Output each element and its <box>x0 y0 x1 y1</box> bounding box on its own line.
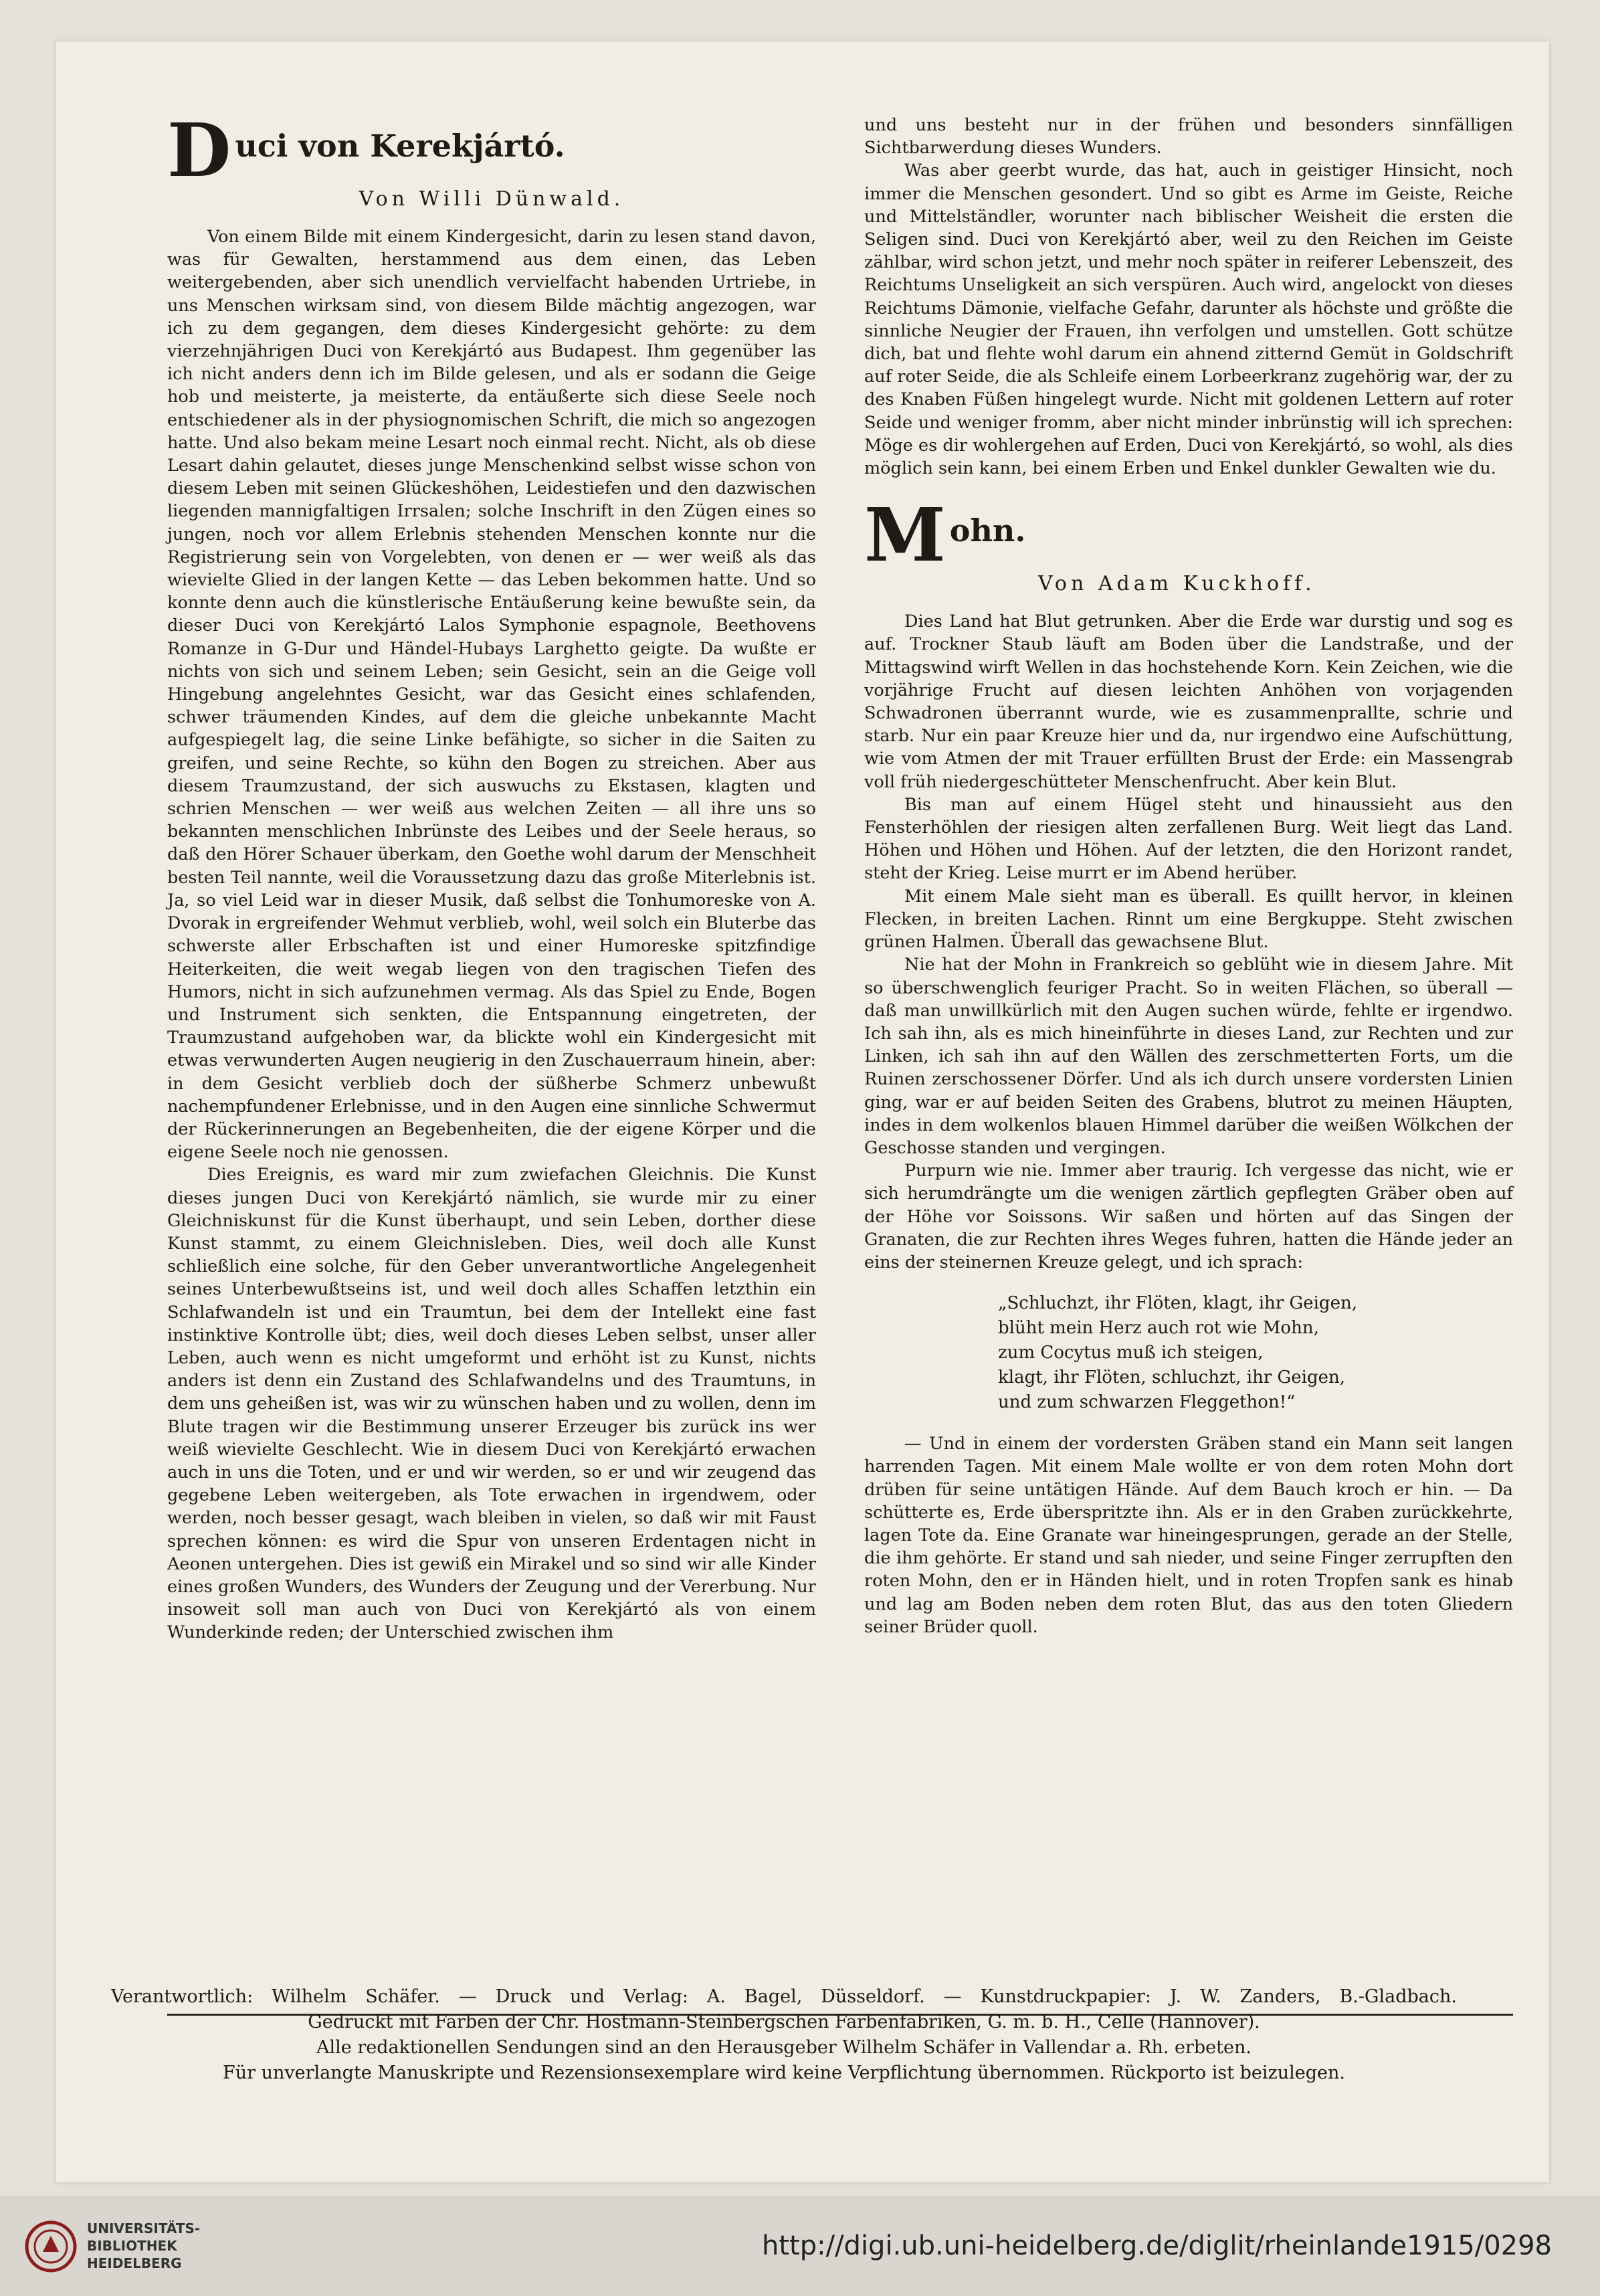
imprint-line: Für unverlangte Manuskripte und Rezensionsexemplare wird keine Verpflichtung übernommen. Rückporto ist beizulegen. <box>223 2063 1345 2083</box>
article-author: Von Adam Kuckhoff. <box>1038 572 1316 596</box>
library-name-line: BIBLIOTHEK <box>87 2238 177 2254</box>
left-column <box>167 107 816 1644</box>
poem-line: zum Cocytus muß ich steigen, <box>998 1343 1264 1363</box>
paragraph: Purpurn wie nie. Immer aber traurig. Ich vergesse das nicht, wie er sich herumdrängte um die wenigen zärtlich gepflegten Gräber oben auf der Höhe vor Soissons. Wir saßen und hörten auf das Singen der Granaten, die zur Rechten ihres Weges fuhren, hatten die Hände jeder an eins der steinernen Kreuze gelegt, und ich sprach: <box>864 1161 1513 1272</box>
poem-line: blüht mein Herz auch rot wie Mohn, <box>998 1318 1319 1339</box>
imprint-footer <box>111 1984 1457 2086</box>
library-name-line: HEIDELBERG <box>87 2255 182 2271</box>
source-url[interactable]: http://digi.ub.uni-heidelberg.de/diglit/rheinlande1915/0298 <box>762 2230 1552 2261</box>
imprint-line: Alle redaktionellen Sendungen sind an den Herausgeber Wilhelm Schäfer in Vallendar a. Rh. erbeten. <box>316 2037 1252 2058</box>
imprint-line: Verantwortlich: Wilhelm Schäfer. — Druck und Verlag: A. Bagel, Düsseldorf. — Kunstdruckpapier: J. W. Zanders, B.-Gladbach. <box>111 1986 1457 2007</box>
article-title: uci von Kerekjártó. <box>235 128 565 164</box>
paragraph: Mit einem Male sieht man es überall. Es quillt hervor, in kleinen Flecken, in breiten Lachen. Rinnt um eine Bergkuppe. Steht zwischen grünen Halmen. Überall das gewachsene Blut. <box>864 886 1513 953</box>
article-author: Von Willi Dünwald. <box>359 187 625 211</box>
paragraph: Bis man auf einem Hügel steht und hinaussieht aus den Fensterhöhlen der riesigen alten zerfallenen Burg. Weit liegt das Land. Höhen und Höhen und Höhen. Auf der letzten, die den Horizont randet, steht der Krieg. Leise murrt er im Abend herüber. <box>864 794 1513 884</box>
paragraph: und uns besteht nur in der frühen und besonders sinnfälligen Sichtbarwerdung dieses Wunders. <box>864 115 1513 159</box>
library-seal-icon <box>24 2220 78 2273</box>
newspaper-page <box>56 41 1549 2182</box>
paragraph: Von einem Bilde mit einem Kindergesicht, darin zu lesen stand davon, was für Gewalten, herstammend aus dem einen, das Leben weitergebenden, aber sich unendlich vervielfacht habenden Urtriebe, in uns Menschen wirksam sind, von diesem Bilde mächtig angezogen, war ich zu dem gegangen, dem dieses Kindergesicht gehörte: zu dem vierzehnjährigen Duci von Kerekjártó aus Budapest. Ihm gegenüber las ich nicht anders denn ich im Bilde gelesen, und als er sodann die Geige hob und meisterte, ja meisterte, da entäußerte sich diese Seele noch entschiedener als in der physiognomischen Schrift, die mich so angezogen hatte. Und also bekam meine Lesart noch einmal recht. Nicht, als ob diese Lesart dahin gelautet, dieses junge Menschenkind selbst wisse schon von diesem Leben mit seinen Glückeshöhen, Leidestiefen und den dazwischen liegenden mannigfaltigen Irrsalen; solche Inschrift in den Zügen eines so jungen, noch vor allem Erlebnis stehenden Menschen konnte nur die Registrierung sein von Vorgelebten, von denen er — wer weiß als das wievielte Glied in der langen Kette — das Leben bekommen hatte. Und so konnte denn auch die künstlerische Entäußerung keine bewußte sein, da dieser Duci von Kerekjártó Lalos Symphonie espagnole, Beethovens Romanze in G-Dur und Händel-Hubays Larghetto geigte. Da wußte er nichts von sich und seinem Leben; sein Gesicht, sein an die Geige voll Hingebung angelehntes Gesicht, war das Gesicht eines schlafenden, schwer träumenden Kindes, auf dem die gleiche unbekannte Macht aufgespiegelt lag, die seine Linke befähigte, so sicher in die Saiten zu greifen, und seine Rechte, so kühn den Bogen zu streichen. Aber aus diesem Traumzustand, der sich auswuchs zu Ekstasen, klagten und schrien Menschen — wer weiß aus welchen Zeiten — all ihre uns so bekannten menschlichen Inbrünste des Leibes und der Seele heraus, so daß den Hörer Schauer überkam, den Goethe wohl darum der Menschheit besten Teil nannte, weil die Voraussetzung dazu das große Miterlebnis ist. Ja, so viel Leid war in dieser Musik, daß selbst die Tonhumoreske von A. Dvorak in ergreifender Wehmut verblieb, wohl, weil solch ein Bluterbe das schwerste aller Erbschaften ist und einer Humoreske spitzfindige Heiterkeiten, die weit wegab liegen von den tragischen Tiefen des Humors, nicht in sich aufzunehmen vermag. Als das Spiel zu Ende, Bogen und Instrument sich senkten, die Entspannung eingetreten, der Traumzustand aufgehoben war, da blickte wohl ein Kindergesicht mit etwas verwunderten Augen neugierig in den Zuschauerraum hinein, aber: in dem Gesicht verblieb doch der süßherbe Schmerz unbewußt nachempfundener Erlebnisse, und in den Augen eine sinnliche Schwermut der Rückerinnerungen an Begebenheiten, die der eigene Körper und die eigene Seele noch nie genossen. <box>167 227 816 1163</box>
article-title: ohn. <box>949 512 1026 549</box>
paragraph: Dies Ereignis, es ward mir zum zwiefachen Gleichnis. Die Kunst dieses jungen Duci von Kerekjártó nämlich, sie wurde mir zu einer Gleichniskunst für die Kunst überhaupt, und sein Leben, dorther diese Kunst stammt, zu einem Gleichnisleben. Dies, weil doch alle Kunst schließlich eine solche, für den Geber unverantwortliche Angelegenheit seines Unterbewußtseins ist, und weil doch alles Schaffen letzthin ein Schlafwandeln ist und ein Traumtun, bei dem der Intellekt eine fast instinktive Kontrolle übt; dies, weil doch dieses Leben selbst, unser aller Leben, auch wenn es nicht umgeformt und erhöht ist zu Kunst, nichts anders ist denn ein Zustand des Schlafwandelns und des Traumtuns, in dem uns geheißen ist, was wir zu wünschen haben und zu wollen, denn im Blute tragen wir die Bestimmung unserer Erzeuger bis zurück ins wer weiß wievielte Geschlecht. Wie in diesem Duci von Kerekjártó erwachen auch in uns die Toten, und er und wir werden, so er und wir zeugend das gegebene Leben weitergeben, als Tote erwachen in irgendwem, oder werden, noch besser gesagt, wach bleiben in vielen, so daß wir mit Faust sprechen können: es wird die Spur von unseren Erdentagen nicht in Aeonen untergehen. Dies ist gewiß ein Mirakel und so sind wir alle Kinder eines großen Wunders, des Wunders der Zeugung und der Vererbung. Nur insoweit soll man auch von Duci von Kerekjártó als von einem Wunderkinde reden; der Unterschied zwischen ihm <box>167 1165 816 1643</box>
library-name <box>87 2220 200 2272</box>
paragraph: Was aber geerbt wurde, das hat, auch in geistiger Hinsicht, noch immer die Menschen gesondert. Und so gibt es Arme im Geiste, Reiche und Mittelständler, worunter nach biblischer Weisheit die ersten die Seligen sind. Duci von Kerekjártó aber, weil zu den Reichen im Geiste zählbar, wird schon jetzt, und mehr noch später in reiferer Lebenszeit, des Reichtums Unseligkeit an sich verspüren. Auch wird, angelockt von dieses Reichtums Dämonie, vielfache Gefahr, darunter als höchste und größte die sinnliche Neugier der Frauen, ihn verfolgen und umstellen. Gott schütze dich, bat und flehte wohl darum ein ahnend zitternd Gemüt in Goldschrift auf roter Seide, die als Schleife einem Lorbeerkranz zugehörig war, der zu des Knaben Füßen hingelegt wurde. Nicht mit goldenen Lettern auf roter Seide und weniger fromm, aber nicht minder inbrünstig will ich sprechen: Möge es dir wohlergehen auf Erden, Duci von Kerekjártó, so wohl, als dies möglich sein kann, bei einem Erben und Enkel dunkler Gewalten wie du. <box>864 161 1513 479</box>
poem-line: klagt, ihr Flöten, schluchzt, ihr Geigen, <box>998 1367 1346 1388</box>
dropcap: M <box>864 492 946 579</box>
poem-line: und zum schwarzen Fleggethon!“ <box>998 1392 1296 1413</box>
poem <box>998 1291 1513 1415</box>
library-name-line: UNIVERSITÄTS- <box>87 2220 201 2236</box>
article-heading <box>167 107 816 193</box>
paragraph: Dies Land hat Blut getrunken. Aber die Erde war durstig und sog es auf. Trockner Staub läuft am Boden über die Landstraße, und der Mittagswind wirft Wellen in das hochstehende Korn. Kein Zeichen, wie die vorjährige Frucht auf diesen leichten Anhöhen von vorjagenden Schwadronen überrannt wurde, wie es zusammenprallte, schrie und starb. Nur ein paar Kreuze hier und da, nur irgendwo eine Aufschüttung, wie vom Atmen der mit Trauer erfüllten Brust der Erde: ein Massengrab voll früh niedergeschütteter Menschenfrucht. Aber kein Blut. <box>864 611 1513 792</box>
poem-line: „Schluchzt, ihr Flöten, klagt, ihr Geigen, <box>998 1293 1357 1314</box>
dropcap: D <box>167 107 231 193</box>
paragraph: Nie hat der Mohn in Frankreich so geblüht wie in diesem Jahre. Mit so überschwenglich feuriger Pracht. So in weiten Flächen, so überall — daß man unwillkürlich mit den Augen suchen würde, fehlte er irgendwo. Ich sah ihn, als es mich hineinführte in dieses Land, zur Rechten und zur Linken, ich sah ihn auf den Wällen des zerschmetterten Forts, um die Ruinen zerschossener Dörfer. Und als ich durch unsere vordersten Linien ging, war er auf beiden Seiten des Grabens, blutrot zu meinen Häupten, indes in dem wolkenlos blauen Himmel darüber die weißen Wölkchen der Geschosse standen und vergingen. <box>864 955 1513 1158</box>
imprint-line: Gedruckt mit Farben der Chr. Hostmann-Steinbergschen Farbenfabriken, G. m. b. H., Celle (Hannover). <box>308 2012 1260 2032</box>
article-heading <box>864 492 1513 579</box>
paragraph: — Und in einem der vordersten Gräben stand ein Mann seit langen harrenden Tagen. Mit einem Male wollte er von dem roten Mohn dort drüben für seine untätigen Hände. Auf dem Bauch kroch er hin. — Da schütterte es, Erde überspritzte ihn. Als er in den Graben zurückkehrte, lagen Tote da. Eine Granate war hineingesprungen, gerade an der Stelle, die ihm gehörte. Er stand und sah nieder, und seine Finger zerrupften den roten Mohn, den er in Händen hielt, und in roten Tropfen sank es hinab und lag am Boden neben dem roten Blut, das aus den toten Gliedern seiner Brüder quoll. <box>864 1434 1513 1637</box>
right-column <box>864 114 1513 1638</box>
section-gap <box>864 480 1513 502</box>
